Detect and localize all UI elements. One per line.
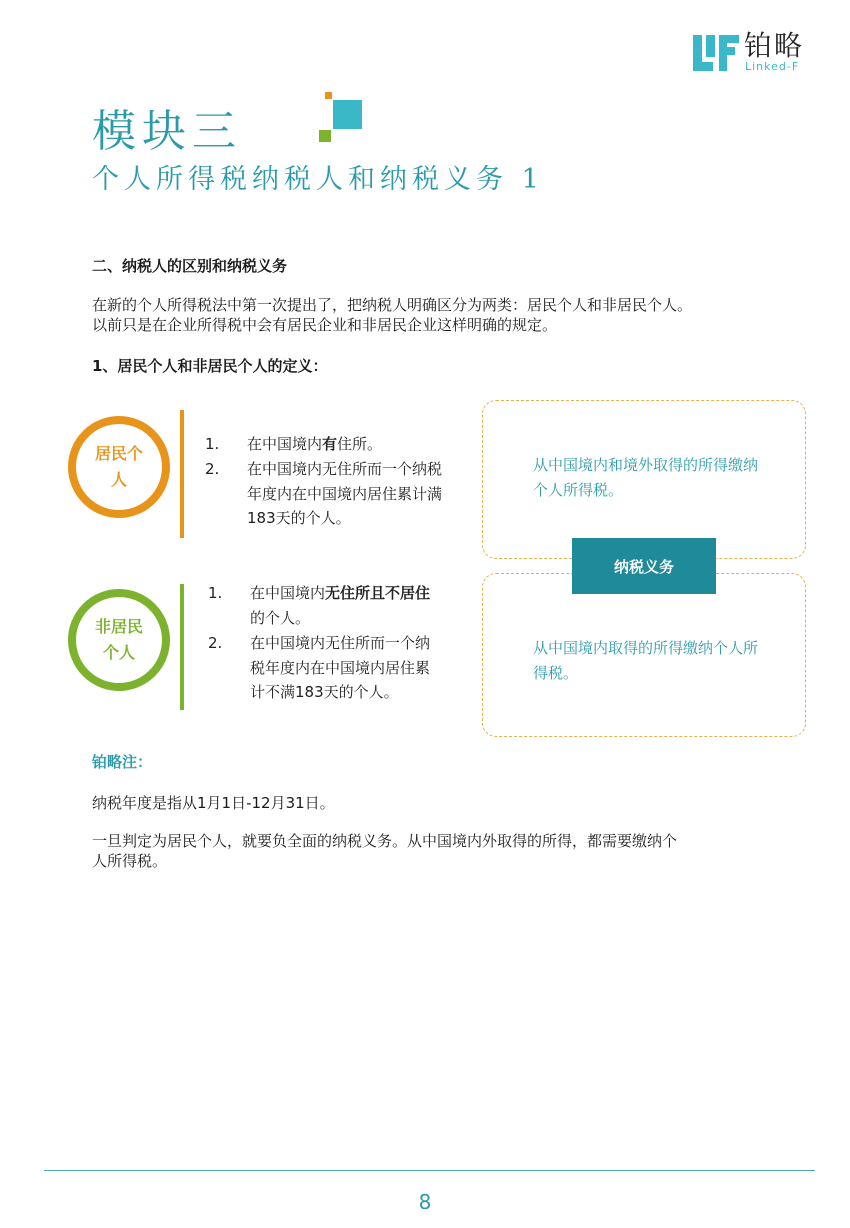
definition-subheading: 1、居民个人和非居民个人的定义：	[92, 357, 328, 375]
list-item: 在中国境内有住所。	[247, 435, 383, 453]
list-number: 2.	[208, 634, 223, 652]
nonresident-list	[208, 581, 488, 711]
nonresident-duty-box	[482, 573, 806, 737]
nonresident-duty-text: 从中国境内取得的所得缴纳个人所 得税。	[533, 639, 759, 682]
nonresident-circle	[68, 589, 170, 691]
resident-circle	[68, 416, 170, 518]
decor-square-teal	[333, 100, 362, 129]
brand-name-cn: 铂略	[744, 29, 805, 62]
resident-duty-text: 从中国境内和境外取得的所得缴纳 个人所得税。	[533, 456, 759, 499]
decor-square-orange	[325, 92, 332, 99]
list-number: 1.	[208, 584, 223, 602]
page-number: 8	[418, 1190, 432, 1214]
resident-list	[205, 432, 485, 542]
list-item: 在中国境内无住所且不居住 的个人。	[250, 584, 431, 627]
footer-divider	[44, 1170, 815, 1171]
list-number: 1.	[205, 435, 220, 453]
intro-paragraph	[92, 295, 792, 335]
nonresident-label-line: 非居民	[94, 617, 143, 636]
nonresident-label-line: 个人	[102, 643, 135, 662]
resident-label-line: 居民个	[94, 444, 143, 463]
module-title: 模块三	[92, 106, 242, 157]
list-item: 在中国境内无住所而一个纳 税年度内在中国境内居住累 计不满183天的个人。	[250, 634, 431, 701]
intro-line: 在新的个人所得税法中第一次提出了，把纳税人明确区分为两类：居民个人和非居民个人。	[92, 296, 693, 314]
module-subtitle: 个人所得税纳税人和纳税义务 1	[92, 164, 544, 195]
list-number: 2.	[205, 460, 220, 478]
note-line: 纳税年度是指从1月1日-12月31日。	[92, 794, 335, 812]
note-heading: 铂略注：	[92, 753, 153, 771]
list-item: 在中国境内无住所而一个纳税 年度内在中国境内居住累计满 183天的个人。	[247, 460, 443, 527]
brand-logo-icon	[693, 35, 739, 71]
note-paragraph: 一旦判定为居民个人，就要负全面的纳税义务。从中国境内外取得的所得，都需要缴纳个 人所得税。	[92, 832, 678, 870]
section-heading: 二、纳税人的区别和纳税义务	[92, 257, 288, 275]
resident-divider	[180, 410, 184, 538]
decor-square-green	[319, 130, 331, 142]
resident-label-line: 人	[110, 470, 127, 489]
tax-duty-label: 纳税义务	[572, 538, 716, 594]
intro-line: 以前只是在企业所得税中会有居民企业和非居民企业这样明确的规定。	[92, 316, 558, 334]
brand-name-en: Linked-F	[745, 60, 800, 73]
resident-duty-box	[482, 400, 806, 559]
nonresident-divider	[180, 584, 184, 710]
